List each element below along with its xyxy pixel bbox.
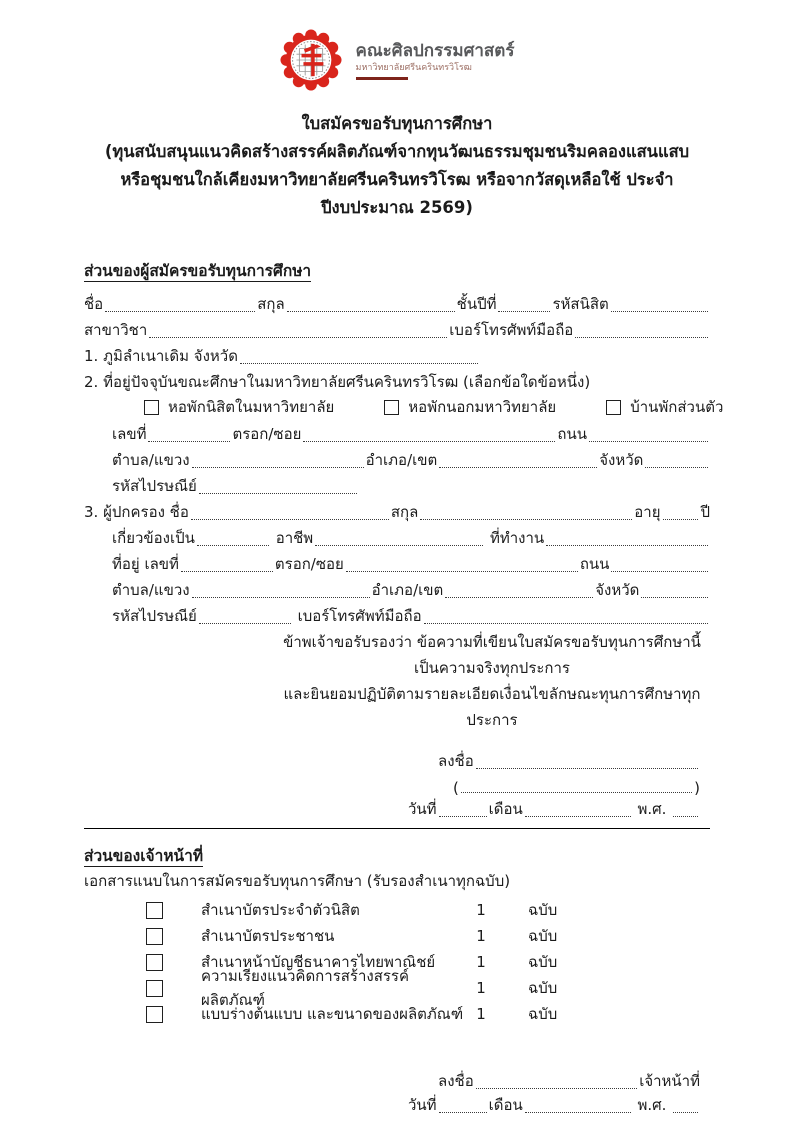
document-label: สำเนาบัตรประจำตัวนิสิต bbox=[201, 901, 360, 919]
applicant-section-heading: ส่วนของผู้สมัครขอรับทุนการศึกษา bbox=[84, 262, 312, 280]
field-label: 2. ที่อยู่ปัจจุบันขณะศึกษาในมหาวิทยาลัยศรีนครินทรวิโรฒ (เลือกข้อใดข้อหนึ่ง) bbox=[84, 373, 591, 391]
form-line bbox=[408, 1069, 700, 1093]
fill-in-blank[interactable] bbox=[303, 441, 555, 442]
fill-in-blank[interactable] bbox=[240, 363, 478, 364]
fill-in-blank[interactable] bbox=[346, 571, 578, 572]
field-label: ที่อยู่ เลขที่ bbox=[112, 555, 179, 573]
form-line bbox=[84, 446, 710, 472]
fill-in-blank[interactable] bbox=[315, 545, 483, 546]
field-label: อาชีพ bbox=[270, 529, 314, 547]
fill-in-blank[interactable] bbox=[439, 816, 487, 817]
fill-in-blank[interactable] bbox=[575, 337, 708, 338]
field-label: สาขาวิชา bbox=[84, 321, 148, 339]
form-subtitle-line1: (ทุนสนับสนุนแนวคิดสร้างสรรค์ผลิตภัณฑ์จากทุนวัฒนธรรมชุมชนริมคลองแสนแสบ bbox=[104, 142, 690, 161]
field-label: ตรอก/ซอย bbox=[274, 555, 344, 573]
header bbox=[84, 28, 710, 92]
copy-unit-label: ฉบับ bbox=[528, 927, 558, 945]
field-label: อายุ bbox=[634, 503, 661, 521]
field-label: รหัสไปรษณีย์ bbox=[112, 607, 197, 625]
checkbox-icon[interactable] bbox=[146, 902, 163, 919]
document-label: แบบร่างต้นแบบ และขนาดของผลิตภัณฑ์ bbox=[201, 1005, 464, 1023]
form-title-block bbox=[84, 110, 710, 222]
checkbox-icon[interactable] bbox=[144, 400, 159, 415]
field-label: รหัสนิสิต bbox=[552, 295, 609, 313]
fill-in-blank[interactable] bbox=[149, 337, 447, 338]
form-line bbox=[408, 797, 700, 821]
option-label: หอพักนิสิตในมหาวิทยาลัย bbox=[168, 398, 335, 416]
fill-in-blank[interactable] bbox=[589, 441, 708, 442]
fill-in-blank[interactable] bbox=[476, 1088, 637, 1089]
officer-signature-block bbox=[408, 1069, 700, 1117]
section-divider bbox=[84, 828, 710, 829]
certification-line1: ข้าพเจ้าขอรับรองว่า ข้อความที่เขียนใบสมัครขอรับทุนการศึกษานี้ เป็นความจริงทุกประการ bbox=[283, 633, 701, 677]
option-label: หอพักนอกมหาวิทยาลัย bbox=[408, 398, 557, 416]
form-line bbox=[84, 498, 710, 524]
checklist-row bbox=[84, 923, 710, 949]
fill-in-blank[interactable] bbox=[148, 441, 230, 442]
faculty-seal-icon bbox=[280, 29, 342, 91]
applicant-signature-block bbox=[408, 749, 700, 821]
field-label: ที่ทำงาน bbox=[485, 529, 545, 547]
fill-in-blank[interactable] bbox=[476, 768, 698, 769]
field-label: เจ้าหน้าที่ bbox=[639, 1072, 700, 1090]
officer-section-heading: ส่วนของเจ้าหน้าที่ bbox=[84, 847, 204, 865]
fill-in-blank[interactable] bbox=[105, 311, 255, 312]
field-label: ตำบล/แขวง bbox=[112, 581, 190, 599]
field-label: เลขที่ bbox=[112, 425, 147, 443]
brand-text bbox=[356, 41, 515, 80]
field-label: อำเภอ/เขต bbox=[371, 581, 444, 599]
document-label: สำเนาหน้าบัญชีธนาคารไทยพาณิชย์ bbox=[201, 953, 436, 971]
fill-in-blank[interactable] bbox=[192, 597, 370, 598]
certification-statement bbox=[274, 629, 710, 733]
copy-count: 1 bbox=[476, 901, 486, 919]
fill-in-blank[interactable] bbox=[525, 816, 631, 817]
housing-option bbox=[384, 395, 556, 419]
fill-in-blank[interactable] bbox=[199, 493, 357, 494]
fill-in-blank[interactable] bbox=[546, 545, 708, 546]
field-label: จังหวัด bbox=[599, 451, 644, 469]
fill-in-blank[interactable] bbox=[645, 467, 708, 468]
checkbox-icon[interactable] bbox=[606, 400, 621, 415]
copy-unit-label: ฉบับ bbox=[528, 1005, 558, 1023]
fill-in-blank[interactable] bbox=[673, 1112, 698, 1113]
fill-in-blank[interactable] bbox=[439, 467, 597, 468]
field-label: พ.ศ. bbox=[632, 800, 672, 818]
housing-option bbox=[144, 395, 334, 419]
field-label: ชื่อ bbox=[84, 295, 104, 313]
option-label: บ้านพักส่วนตัว bbox=[630, 398, 724, 416]
field-label: เบอร์โทรศัพท์มือถือ bbox=[292, 607, 422, 625]
brand-underline-bar bbox=[356, 77, 408, 80]
document-label: สำเนาบัตรประชาชน bbox=[201, 927, 335, 945]
field-label: เดือน bbox=[488, 800, 523, 818]
copy-count: 1 bbox=[476, 953, 486, 971]
checkbox-option-row bbox=[84, 394, 724, 420]
fill-in-blank[interactable] bbox=[611, 311, 708, 312]
fill-in-blank[interactable] bbox=[641, 597, 708, 598]
copy-count: 1 bbox=[476, 1005, 486, 1023]
attachments-intro: เอกสารแนบในการสมัครขอรับทุนการศึกษา (รับรองสำเนาทุกฉบับ) bbox=[84, 872, 511, 890]
field-label: จังหวัด bbox=[595, 581, 640, 599]
copy-unit-label: ฉบับ bbox=[528, 953, 558, 971]
certification-line2: และยินยอมปฏิบัติตามรายละเอียดเงื่อนไขลักษณะทุนการศึกษาทุกประการ bbox=[283, 685, 701, 729]
field-label: พ.ศ. bbox=[632, 1096, 672, 1114]
field-label: ) bbox=[694, 779, 700, 797]
field-label: ถนน bbox=[579, 555, 610, 573]
field-label: ถนน bbox=[557, 425, 587, 443]
form-line bbox=[84, 576, 710, 602]
checkbox-icon[interactable] bbox=[146, 980, 163, 997]
field-label: สกุล bbox=[390, 503, 419, 521]
copy-unit-label: ฉบับ bbox=[528, 979, 558, 997]
form-line bbox=[84, 290, 710, 316]
field-label: รหัสไปรษณีย์ bbox=[112, 477, 197, 495]
copy-unit-label: ฉบับ bbox=[528, 901, 558, 919]
fill-in-blank[interactable] bbox=[498, 311, 550, 312]
field-label: ลงชื่อ bbox=[438, 752, 474, 770]
fill-in-blank[interactable] bbox=[287, 311, 455, 312]
field-label: ตรอก/ซอย bbox=[232, 425, 302, 443]
form-line bbox=[408, 1093, 700, 1117]
copy-count: 1 bbox=[476, 979, 486, 997]
field-label: ชั้นปีที่ bbox=[456, 295, 497, 313]
housing-option bbox=[606, 395, 723, 419]
field-label: ตำบล/แขวง bbox=[112, 451, 190, 469]
fill-in-blank[interactable] bbox=[663, 519, 699, 520]
faculty-name: คณะศิลปกรรมศาสตร์ bbox=[355, 40, 515, 61]
fill-in-blank[interactable] bbox=[445, 597, 593, 598]
form-line bbox=[84, 602, 710, 628]
checklist-row bbox=[84, 967, 710, 1009]
copy-count: 1 bbox=[476, 927, 486, 945]
field-label: ลงชื่อ bbox=[438, 1072, 474, 1090]
form-line bbox=[84, 524, 710, 550]
fill-in-blank[interactable] bbox=[525, 1112, 631, 1113]
fill-in-blank[interactable] bbox=[197, 545, 269, 546]
field-label: เดือน bbox=[488, 1096, 523, 1114]
fill-in-blank[interactable] bbox=[181, 571, 273, 572]
fill-in-blank[interactable] bbox=[673, 816, 698, 817]
form-line bbox=[84, 342, 710, 368]
field-label: เกี่ยวข้องเป็น bbox=[112, 529, 195, 547]
fill-in-blank[interactable] bbox=[439, 1112, 487, 1113]
document-label: ความเรียงแนวคิดการสร้างสรรค์ผลิตภัณฑ์ bbox=[201, 967, 410, 1009]
form-line bbox=[84, 550, 710, 576]
fill-in-blank[interactable] bbox=[611, 571, 708, 572]
field-label: สกุล bbox=[257, 295, 285, 313]
field-label: อำเภอ/เขต bbox=[365, 451, 438, 469]
field-label: 1. ภูมิลำเนาเดิม จังหวัด bbox=[84, 347, 238, 365]
fill-in-blank[interactable] bbox=[192, 467, 364, 468]
form-title: ใบสมัครขอรับทุนการศึกษา bbox=[301, 114, 493, 133]
checkbox-icon[interactable] bbox=[384, 400, 399, 415]
form-line bbox=[84, 368, 710, 394]
checkbox-icon[interactable] bbox=[146, 954, 163, 971]
form-line bbox=[84, 420, 710, 446]
fill-in-blank[interactable] bbox=[199, 623, 291, 624]
field-label: ( bbox=[453, 779, 459, 797]
form-line bbox=[84, 316, 710, 342]
field-label: ปี bbox=[700, 503, 710, 521]
fill-in-blank[interactable] bbox=[191, 519, 389, 520]
checkbox-icon[interactable] bbox=[146, 928, 163, 945]
field-label: วันที่ bbox=[408, 1096, 437, 1114]
attachments-checklist bbox=[84, 897, 710, 1027]
applicant-form-fields bbox=[84, 290, 724, 628]
checklist-row bbox=[84, 1001, 710, 1027]
form-subtitle-line2: หรือชุมชนใกล้เคียงมหาวิทยาลัยศรีนครินทรวิโรฒ หรือจากวัสดุเหลือใช้ ประจำปีงบประมาณ 2569) bbox=[120, 170, 674, 217]
checklist-row bbox=[84, 897, 710, 923]
university-name: มหาวิทยาลัยศรีนครินทรวิโรฒ bbox=[355, 62, 472, 73]
field-label: เบอร์โทรศัพท์มือถือ bbox=[449, 321, 574, 339]
fill-in-blank[interactable] bbox=[424, 623, 708, 624]
fill-in-blank[interactable] bbox=[420, 519, 632, 520]
fill-in-blank[interactable] bbox=[461, 792, 692, 793]
form-line bbox=[84, 472, 710, 498]
form-line bbox=[408, 773, 700, 797]
checkbox-icon[interactable] bbox=[146, 1006, 163, 1023]
form-line bbox=[408, 749, 700, 773]
field-label: 3. ผู้ปกครอง ชื่อ bbox=[84, 503, 189, 521]
field-label: วันที่ bbox=[408, 800, 437, 818]
